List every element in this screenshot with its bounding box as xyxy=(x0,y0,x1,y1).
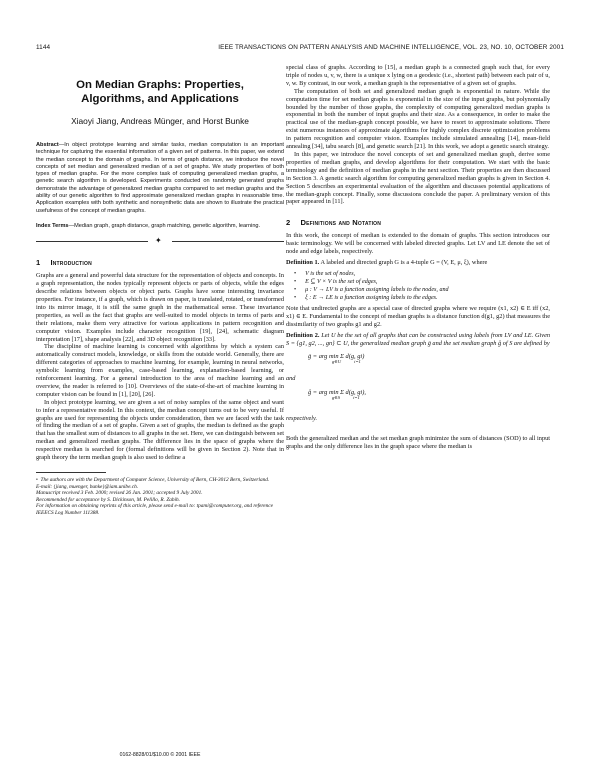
paragraph: In this paper, we introduce the novel concepts of set and generalized median graph, derive some properties of median graphs, and develop algorithms for their computation. We start with the basic terminology and the definition of median graphs in the next section. Their properties are then discussed in Section 3. A genetic search algorithm for computing generalized median graphs is given in Section 4. Section 5 describes an experimental evaluation of the algorithm and discusses potential applications of the median-graph concept. Finally, some discussions conclude the paper. A preliminary version of this paper appeared in [11]. xyxy=(286,150,550,206)
section-number: 1 xyxy=(36,258,41,268)
footnote-rule xyxy=(36,472,106,473)
paragraph: The discipline of machine learning is concerned with algorithms by which a system can automatically construct models, knowledge, or skills from the outside world. Generally, there are different categories of approaches to machine learning, for example, learning in neural networks, symbolic learning from examples, case-based learning, explanation-based learning, or reinforcement learning. For a general introduction to the area of machine learning and an overview, the reader is referred to [10]. Overviews of the state-of-the-art of machine learning in computer vision can be found in [1], [20], [26]. xyxy=(36,343,284,398)
section-1-heading xyxy=(36,258,284,267)
equation-range: i=1 xyxy=(353,395,360,401)
respectively: respectively. xyxy=(286,415,318,423)
equation-generalized-median xyxy=(308,353,550,369)
journal-title: IEEE TRANSACTIONS ON PATTERN ANALYSIS AND MACHINE INTELLIGENCE, VOL. 23, NO. 10, OCTOBER 2001 xyxy=(218,44,564,51)
definition-text: Let U be the set of all graphs that can be constructed using labels from LV and LE. Given S = {g1, g2, ..., gn} ⊂ U, the generalized median graph ḡ and the set median graph ĝ of S are defined by xyxy=(286,331,551,347)
divider-line-right xyxy=(172,241,284,242)
footnote-affiliation: The authors are with the Department of Computer Science, University of Bern, CH-3012 Bern, Switzerland. xyxy=(40,477,270,484)
section-title: Definitions and Notation xyxy=(300,218,382,228)
paragraph: Note that undirected graphs are a special case of directed graphs where we require (x1, x2) ∈ E iff (x2, x1) ∈ E. Fundamental to the concept of median graphs is a distance function d(g1, g2) that measures the dissimilarity of two graphs g1 and g2. xyxy=(286,304,550,328)
list-item: • μ : V → LV is a function assigning labels to the nodes, and xyxy=(308,286,550,294)
divider-line-left xyxy=(36,241,148,242)
abstract-label: Abstract xyxy=(36,142,59,148)
equation-range: i=1 xyxy=(354,359,361,365)
abstract-text: —In object prototype learning and similar tasks, median computation is an important technique for capturing the essential information of a given set of patterns. In this paper, we extend the median concept to the domain of graphs. In terms of graph distance, we introduce the novel concepts of set median and generalized median of a set of graphs. We study properties of both types of median graphs. For the more complex task of computing generalized median graphs, a genetic search algorithm is developed. Experiments conducted on randomly generated graphs demonstrate the advantage of generalized median graphs compared to set median graphs and the ability of our genetic algorithm to find approximate generalized median graphs in reasonable time. Application examples with both synthetic and nonsynthetic data are shown to illustrate the practical usefulness of the concept of median graphs. xyxy=(36,142,284,214)
paragraph: In object prototype learning, we are given a set of noisy samples of the same object and want to infer a representative model. In this context, the median concept turns out to be very useful. If graphs are used for representing the objects under consideration, then we are faced with the task of finding the median of a set of graphs. Given a set of graphs, the median is defined as the graph that has the smallest sum of distances to all graphs in the set. Here, we can distinguish between set median and generalized median graphs. The difference lies in the space of graphs where the respective median is searched for (formal definitions will be given in Section 2). Note that in graph theory the term median graph is also used to define a xyxy=(36,398,284,462)
paragraph: Both the generalized median and the set median graph minimize the sum of distances (SOD) to all input graphs and the only difference lies in the graph space where the median is xyxy=(286,435,550,451)
footnote-bullet: • xyxy=(36,477,38,484)
section-divider xyxy=(36,236,284,246)
list-item: • V is the set of nodes, xyxy=(308,270,550,278)
index-terms-text: —Median graph, graph distance, graph matching, genetic algorithm, learning. xyxy=(68,222,261,229)
definition-2 xyxy=(286,332,550,348)
section-number: 2 xyxy=(286,218,291,228)
right-column xyxy=(286,64,550,451)
title-line-1: On Median Graphs: Properties, xyxy=(76,79,244,91)
equation-body: ĝ = arg min Σ d(g, gi), xyxy=(308,389,366,397)
list-item: • E ⊆ V × V is the set of edges, xyxy=(308,278,550,286)
paragraph: Graphs are a general and powerful data structure for the representation of objects and concepts. In a graph representation, the nodes typically represent objects or parts of objects, while the edges describe relations between objects or object parts. Graphs have some interesting invariance properties. For instance, if a graph, which is drawn on paper, is translated, rotated, or transformed into its mirror image, it is still the same graph in the mathematical sense. These invariance properties, as well as the fact that graphs are well-suited to model objects in terms of parts and their relations, make them very attractive for various applications in pattern recognition and computer vision. Examples include character recognition [19], [24], schematic diagram interpretation [17], shape analysis [22], and 3D object recognition [33]. xyxy=(36,272,284,343)
footnote-received: Manuscript received 3 Feb. 2000; revised 26 Jan. 2001; accepted 9 July 2001. xyxy=(36,490,203,497)
definition-label: Definition 1. xyxy=(286,259,320,267)
index-terms-label: Index Terms xyxy=(36,222,69,229)
footnote-email: E-mail: {jiang, muenger, bunke}@iam.unibe.ch. xyxy=(36,483,139,490)
equation-subscript: g∈S xyxy=(332,395,340,401)
equation-set-median xyxy=(308,389,550,405)
footnote-recommended: Recommended for acceptance by S. Dickinson, M. Pelillo, R. Zabih. xyxy=(36,496,181,503)
equation-body: ḡ = arg min Σ d(g, gi) xyxy=(308,353,365,361)
section-2-heading xyxy=(286,218,550,227)
footnote xyxy=(36,477,284,517)
abstract xyxy=(36,142,284,215)
copyright-line: 0162-8828/01/$10.00 © 2001 IEEE xyxy=(119,752,201,758)
equation-and: and xyxy=(286,375,296,383)
title-line-2: Algorithms, and Applications xyxy=(81,93,239,105)
paragraph: The computation of both set and generalized median graph is exponential in nature. While the computation time for set median graphs is exponential in the size of the input graphs, but polynomially bounded by the number of those graphs, the complexity of computing generalized median graphs is exponential in both the number of input graphs and their size. As a consequence, in order to make the practical use of the median-graph concept possible, we have to resort to approximate solutions. There exist numerous instances of approximate algorithms for highly complex discrete optimization problems in pattern recognition and computer vision. Examples include simulated annealing [14], mean-field annealing [34], tabu search [8], and genetic search [21]. In this work, we adopt a genetic search strategy. xyxy=(286,87,550,151)
divider-diamond: ✦ xyxy=(155,236,162,246)
paper-title xyxy=(36,78,284,106)
running-header xyxy=(36,44,564,54)
section-title: Introduction xyxy=(50,258,92,268)
index-terms xyxy=(36,223,284,230)
paragraph: In this work, the concept of median is extended to the domain of graphs. This section introduces our basic terminology. We will be concerned with labeled directed graphs. Let LV and LE denote the set of node and edge labels, respectively. xyxy=(286,232,550,256)
definition-list xyxy=(305,270,550,302)
authors: Xiaoyi Jiang, Andreas Münger, and Horst Bunke xyxy=(71,116,249,126)
definition-1 xyxy=(286,259,550,267)
page-number: 1144 xyxy=(36,44,51,51)
equation-subscript: g∈U xyxy=(332,359,342,365)
left-column xyxy=(36,64,284,517)
list-item: • ξ : E → LE is a function assigning labels to the edges. xyxy=(308,294,550,302)
footnote-reprints: For information on obtaining reprints of this article, please send e-mail to: tpami@computer.org, and reference IEEECS Log Number 111388. xyxy=(36,503,273,516)
definition-label: Definition 2. xyxy=(286,331,320,339)
definition-text: A labeled and directed graph G is a 4-tuple G = (V, E, μ, ξ), where xyxy=(320,259,488,267)
paragraph: special class of graphs. According to [15], a median graph is a connected graph such that, for every triple of nodes u, v, w, there is a unique x lying on a geodesic (i.e., shortest path) between each pair of u, v, w. By contrast, in our work, a median graph is the representative of a given set of graphs. xyxy=(286,64,550,87)
